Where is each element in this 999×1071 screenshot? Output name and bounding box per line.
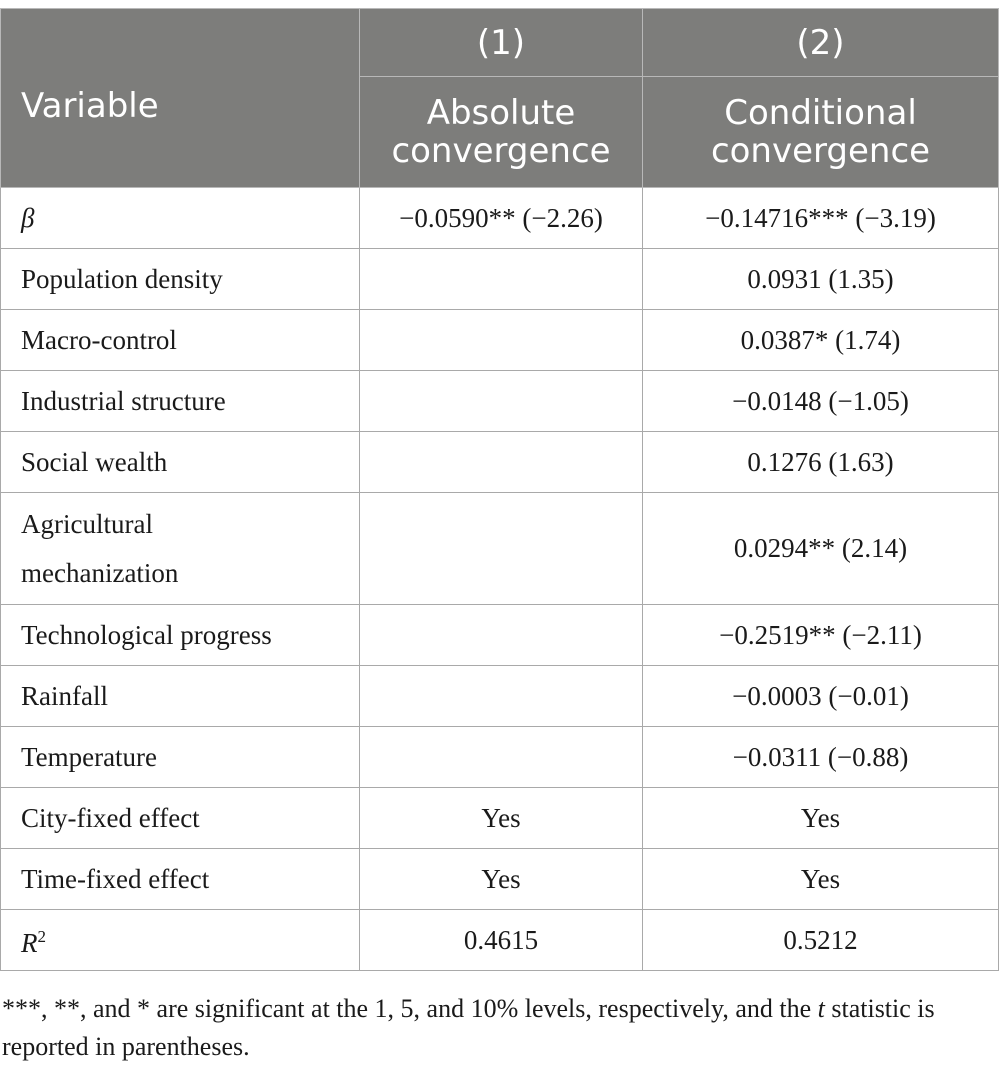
row-label: Industrial structure	[1, 371, 360, 432]
cell-col1: Yes	[360, 788, 643, 849]
row-label: Social wealth	[1, 432, 360, 493]
regression-table	[0, 8, 999, 971]
table-row	[1, 188, 999, 249]
row-label	[1, 910, 360, 971]
cell-col2: −0.0003 (−0.01)	[643, 666, 999, 727]
cell-col2: −0.2519** (−2.11)	[643, 605, 999, 666]
cell-col1	[360, 727, 643, 788]
header-col1-title: Absolute convergence	[360, 77, 643, 188]
cell-col2: Yes	[643, 788, 999, 849]
table-row	[1, 910, 999, 971]
row-label: Technological progress	[1, 605, 360, 666]
cell-col1	[360, 371, 643, 432]
row-label: City-fixed effect	[1, 788, 360, 849]
header-variable: Variable	[1, 9, 360, 188]
cell-col2: 0.1276 (1.63)	[643, 432, 999, 493]
cell-col1: 0.4615	[360, 910, 643, 971]
footnote-text-part2: statistic is reported in parentheses.	[2, 994, 935, 1061]
row-label: Temperature	[1, 727, 360, 788]
table-row	[1, 605, 999, 666]
cell-col2: −0.14716*** (−3.19)	[643, 188, 999, 249]
r-squared-exponent: 2	[37, 927, 46, 946]
header-col1-number: (1)	[360, 9, 643, 77]
cell-col1: −0.0590** (−2.26)	[360, 188, 643, 249]
cell-col2: 0.0294** (2.14)	[643, 493, 999, 605]
cell-col1	[360, 249, 643, 310]
cell-col2: −0.0148 (−1.05)	[643, 371, 999, 432]
cell-col1: Yes	[360, 849, 643, 910]
table-row	[1, 371, 999, 432]
row-label: Population density	[1, 249, 360, 310]
footnote-text-part1: ***, **, and * are significant at the 1, 5, and 10% levels, respectively, and the	[2, 994, 818, 1023]
table-row	[1, 310, 999, 371]
table-body	[1, 188, 999, 971]
cell-col1	[360, 605, 643, 666]
row-label: Rainfall	[1, 666, 360, 727]
cell-col1	[360, 493, 643, 605]
table-footnote	[2, 990, 992, 1066]
table-row	[1, 849, 999, 910]
r-squared-symbol: R	[21, 928, 38, 958]
table-row	[1, 788, 999, 849]
cell-col2: 0.5212	[643, 910, 999, 971]
table-row	[1, 432, 999, 493]
cell-col1	[360, 310, 643, 371]
table-row	[1, 493, 999, 605]
table-header	[1, 9, 999, 188]
table-row	[1, 727, 999, 788]
row-label-text: Agricultural mechanization	[21, 508, 179, 588]
cell-col2: Yes	[643, 849, 999, 910]
cell-col1	[360, 666, 643, 727]
row-label: β	[1, 188, 360, 249]
row-label: Macro-control	[1, 310, 360, 371]
row-label: Time-fixed effect	[1, 849, 360, 910]
cell-col2: 0.0931 (1.35)	[643, 249, 999, 310]
header-col2-number: (2)	[643, 9, 999, 77]
cell-col1	[360, 432, 643, 493]
row-label	[1, 493, 360, 605]
footnote-t-symbol: t	[817, 994, 825, 1023]
table-row	[1, 249, 999, 310]
table-row	[1, 666, 999, 727]
header-col2-title: Conditional convergence	[643, 77, 999, 188]
cell-col2: 0.0387* (1.74)	[643, 310, 999, 371]
cell-col2: −0.0311 (−0.88)	[643, 727, 999, 788]
